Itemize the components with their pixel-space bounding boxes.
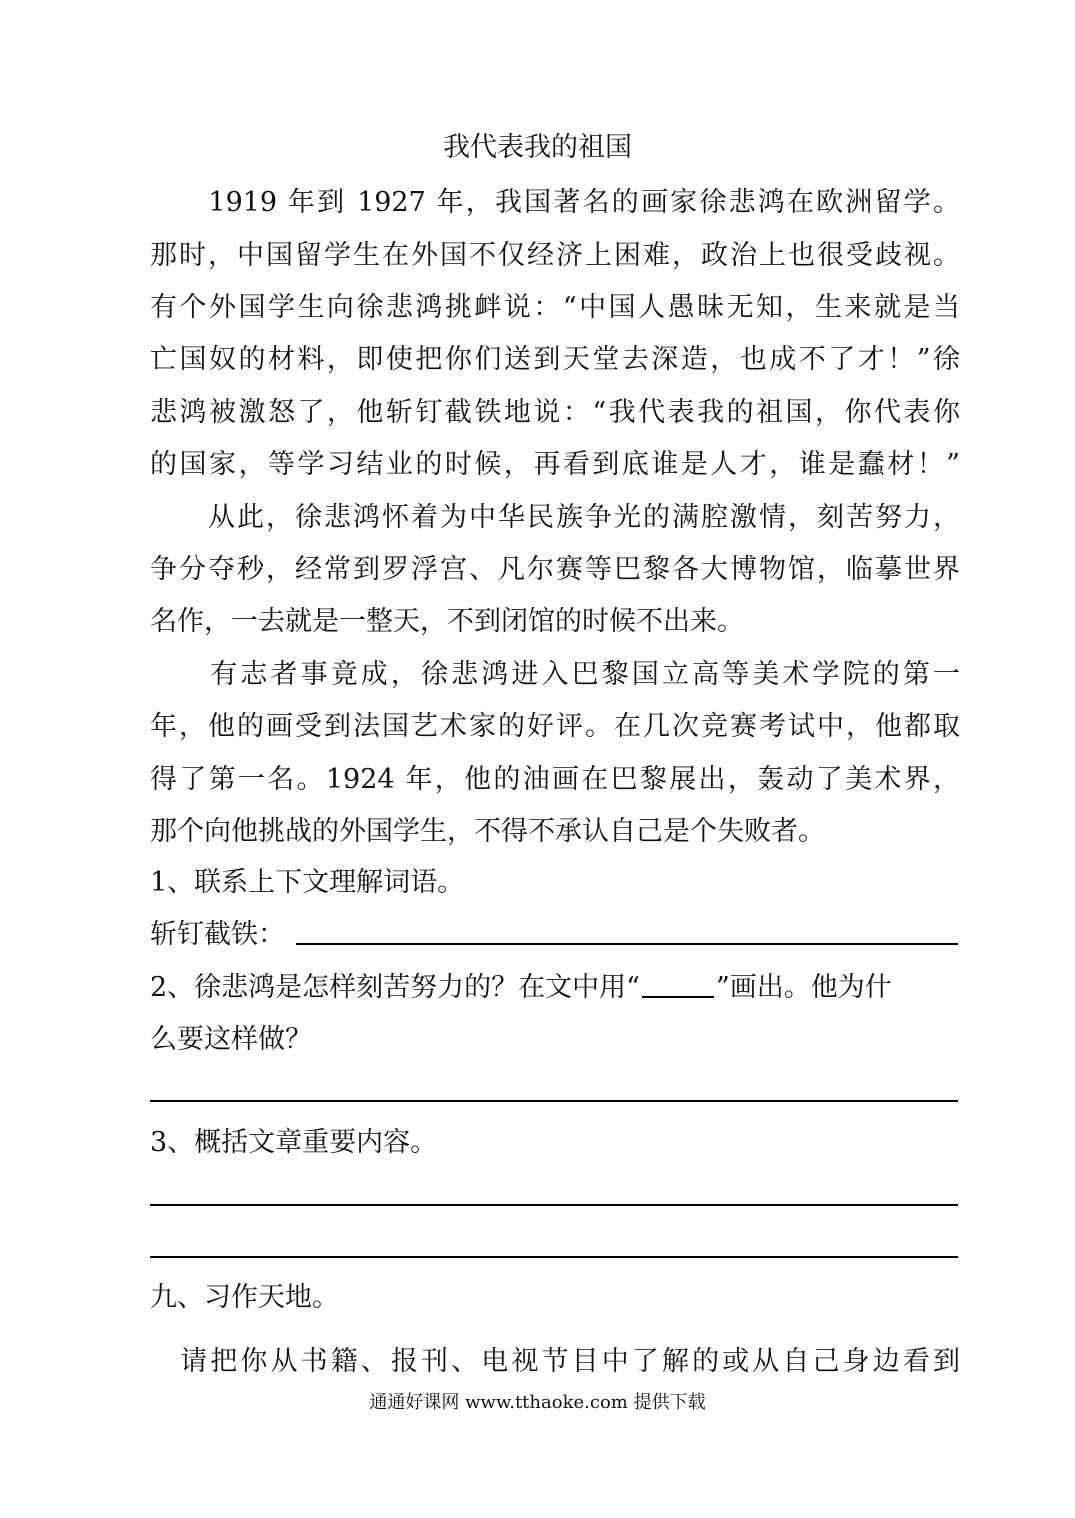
article-line-3: 有个外国学生向徐悲鸿挑衅说：“中国人愚昧无知，生来就是当 <box>150 292 960 323</box>
article-title: 我代表我的祖国 <box>443 132 632 163</box>
article-line-4: 亡国奴的材料，即使把你们送到天堂去深造，也成不了才！”徐 <box>150 344 960 375</box>
question-2-line-2: 么要这样做？ <box>150 1024 312 1055</box>
article-line-2: 那时，中国留学生在外国不仅经济上困难，政治上也很受歧视。 <box>150 240 960 271</box>
article-line-12: 得了第一名。1924 年，他的油画在巴黎展出，轰动了美术界， <box>150 764 960 795</box>
article-line-6: 的国家，等学习结业的时候，再看到底谁是人才，谁是蠢材！” <box>150 449 960 480</box>
question-2-text-before: 2、徐悲鸿是怎样刻苦努力的？在文中用“ <box>150 972 640 1003</box>
article-line-1: 1919 年到 1927 年，我国著名的画家徐悲鸿在欧洲留学。 <box>150 187 960 218</box>
underline-mark-sample <box>642 996 714 998</box>
article-line-8: 争分夺秒，经常到罗浮宫、凡尔赛等巴黎各大博物馆，临摹世界 <box>150 554 960 585</box>
question-3-answer-line-2[interactable] <box>150 1256 958 1258</box>
section-9-heading: 九、习作天地。 <box>150 1282 339 1313</box>
question-1: 1、联系上下文理解词语。 <box>150 867 465 898</box>
section-9-text: 请把你从书籍、报刊、电视节目中了解的或从自己身边看到 <box>150 1346 960 1377</box>
article-line-9: 名作，一去就是一整天，不到闭馆的时候不出来。 <box>150 606 744 637</box>
question-2-answer-line[interactable] <box>150 1100 958 1102</box>
question-1-answer-line[interactable] <box>296 943 958 945</box>
article-line-5: 悲鸿被激怒了，他斩钉截铁地说：“我代表我的祖国，你代表你 <box>150 397 960 428</box>
question-3-answer-line-1[interactable] <box>150 1204 958 1206</box>
article-line-7: 从此，徐悲鸿怀着为中华民族争光的满腔激情，刻苦努力， <box>150 502 960 533</box>
question-3: 3、概括文章重要内容。 <box>150 1127 438 1158</box>
article-line-10: 有志者事竟成，徐悲鸿进入巴黎国立高等美术学院的第一 <box>150 659 960 690</box>
article-line-13: 那个向他挑战的外国学生，不得不承认自己是个失败者。 <box>150 816 825 847</box>
question-2 <box>150 968 960 1008</box>
article-line-11: 年，他的画受到法国艺术家的好评。在几次竞赛考试中，他都取 <box>150 711 960 742</box>
question-1-term: 斩钉截铁： <box>150 919 285 950</box>
page-footer: 通通好课网 www.tthaoke.com 提供下载 <box>369 1392 706 1413</box>
question-2-text-after: ”画出。他为什 <box>715 972 892 1003</box>
